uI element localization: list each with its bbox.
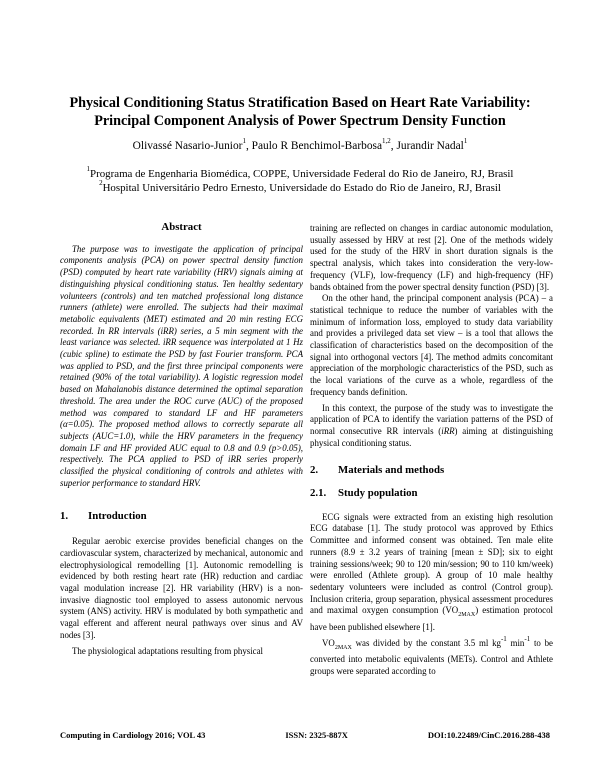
section-2-1-heading xyxy=(310,488,553,500)
section-2-heading xyxy=(310,465,553,477)
section-2-1-number: 2.1. xyxy=(310,487,327,500)
right-paragraph-0: training are reflected on changes in cardiac autonomic modulation, usually assessed by HRV at rest [2]. One of the methods widely used for the study of the HRV in short duration signals is the spectral analysis, which takes into consideration the very-low-frequency (VLF), low-frequency (LF) and high-frequency (HF) bands obtained from the power spectral density function (PSD) [3]. xyxy=(310,223,553,292)
affiliation-1-mark: 1 xyxy=(86,165,91,174)
p3-sub: 2MAX xyxy=(458,612,476,619)
author-2: Paulo R Benchimol-Barbosa xyxy=(251,140,382,152)
right-paragraph-3 xyxy=(310,512,553,634)
affiliation-2 xyxy=(40,181,560,195)
right-column xyxy=(310,223,553,677)
p4-sub: 2MAX xyxy=(334,644,352,651)
abstract-heading: Abstract xyxy=(161,221,202,233)
author-3: Jurandir Nadal xyxy=(396,140,464,152)
p4-a: VO xyxy=(322,637,335,648)
intro-number: 1. xyxy=(60,510,69,523)
section-2-title: Materials and methods xyxy=(338,464,445,477)
author-1: Olivassé Nasario-Junior xyxy=(132,140,243,152)
affiliation-2-mark: 2 xyxy=(99,179,103,188)
intro-paragraph-1: Regular aerobic exercise provides beneficial changes on the cardiovascular system, characterized by mechanical, autonomic and electrophysiological remodelling [1]. Autonomic remodelling is evidenced by both resting heart rate (HR) reduction and cardiac vagal modulation increase [2]. HR variability (HRV) is a non-invasive diagnostic tool employed to assess autonomic nervous system (ANS) activity. HRV is modulated by both sympathetic and vagal efferent and afferent neural pathways over sinus and AV nodes [3]. xyxy=(60,536,303,640)
section-2-number: 2. xyxy=(310,464,319,477)
intro-title: Introduction xyxy=(88,510,147,523)
p3-text: ECG signals were extracted from an existing high resolution ECG database [1]. The study protocol was approved by Ethics Committee and informed consent was obtained. Ten male elite runners (8.9 ± 3.2 years of training [mean ± SD]; six to eight training sessions/week; 90 to 120 min/session; 90 to 110 km/week) were enrolled (Athlete group). A group of 10 male healthy sedentary volunteers were included as control (Control group). Inclusion criteria, group separation, physical assessment procedures and maximal oxygen consumption (VO xyxy=(310,511,553,616)
author-list: Olivassé Nasario-Junior$^1$, Paulo R Benchimol-Barbosa$^{1,2}$, Jurandir Nadal$^1$ xyxy=(132,137,468,152)
author-3-affil: 1 xyxy=(463,137,468,146)
footer-journal: Computing in Cardiology 2016; VOL 43 xyxy=(60,730,206,740)
page-footer xyxy=(60,730,550,740)
affiliation-1 xyxy=(40,167,560,181)
affiliations xyxy=(40,167,560,195)
abstract-text: The purpose was to investigate the application of principal components analysis (PCA) on power spectral density function (PSD) computed by heart rate variability (HRV) signals aiming at distinguishing physical conditioning status. Ten healthy sedentary volunteers (controls) and ten matched professional long distance runners (athlete) were enrolled. The subjects had their maximal metabolic equivalents (MET) estimated and 20 min resting ECG recorded. In RR intervals (iRR) series, a 5 min segment with the least variance was selected. iRR sequence was interpolated at 1 Hz (cubic spline) to estimate the PSD by fast Fourier transform. PCA was applied to PSD, and the first three principal components were retained (90% of the total variability). A logistic regression model based on Mahalanobis distance determined the optimal separation threshold. The area under the ROC curve (AUC) of the proposed method was compared to standard LF and HF parameters (α=0.05). The proposed method allows to correctly separate all subjects (AUC=1.0), while the HRV parameters in the frequency domain LF and HF provided AUC equal to 0.8 and 0.9 (p>0.05), respectively. The PCA applied to PSD of iRR series properly classified the physical conditioning of controls and athletes with superior performance to standard HRV. xyxy=(60,243,303,488)
p2-text-a: In this context, the purpose of the study was to investigate the application of PCA to identify the variation patterns of the PSD of normal consecutive RR intervals ( xyxy=(310,402,553,436)
p3-end: ) estimation protocol have been published elsewhere [1]. xyxy=(310,605,553,632)
footer-issn: ISSN: 2325-887X xyxy=(285,730,348,740)
footer-doi: DOI:10.22489/CinC.2016.288-438 xyxy=(427,730,550,740)
section-2-1-title: Study population xyxy=(338,487,418,500)
intro-paragraph-2: The physiological adaptations resulting from physical xyxy=(72,645,264,656)
p4-d: to be converted into metabolic equivalents (METs). Control and Athlete groups were separated according to xyxy=(310,637,553,676)
author-1-affil: 1 xyxy=(242,137,246,146)
p4-c: min xyxy=(506,637,525,648)
p2-text-b: ) aiming at distinguishing physical conditioning status. xyxy=(310,425,553,448)
affiliation-2-text: Hospital Universitário Pedro Ernesto, Universidade do Estado do Rio de Janeiro, RJ, Brasil xyxy=(102,182,501,194)
paper-title xyxy=(40,94,560,130)
p4-b: was divided by the constant 3.5 ml kg xyxy=(351,637,501,648)
p4-sup-1: -1 xyxy=(500,634,507,643)
right-paragraph-4 xyxy=(310,634,553,678)
affiliation-1-text: Programa de Engenharia Biomédica, COPPE, Universidade Federal do Rio de Janeiro, RJ, Brasil xyxy=(90,168,514,180)
p2-italic-irr: iRR xyxy=(441,425,455,436)
intro-heading xyxy=(60,511,303,523)
right-paragraph-1: On the other hand, the principal component analysis (PCA) – a statistical technique to reduce the number of variables with the minimum of information loss, employed to study data variability and provides a privileged data set view – is a tool that allows the classification of characteristics based on the decomposition of the signal into orthogonal vectors [4]. The method admits concomitant appreciation of the morphologic characteristics of the PSD, such as the local variations of the curve as a whole, regardless of the frequency bands definition. xyxy=(310,293,553,397)
title-line-1: Physical Conditioning Status Stratification Based on Heart Rate Variability: xyxy=(69,95,531,111)
left-column xyxy=(60,222,303,657)
p4-sup-2: -1 xyxy=(524,634,531,643)
title-line-2: Principal Component Analysis of Power Spectrum Density Function xyxy=(94,113,506,129)
author-2-affil: 1,2 xyxy=(382,137,391,146)
right-paragraph-2 xyxy=(310,403,553,450)
